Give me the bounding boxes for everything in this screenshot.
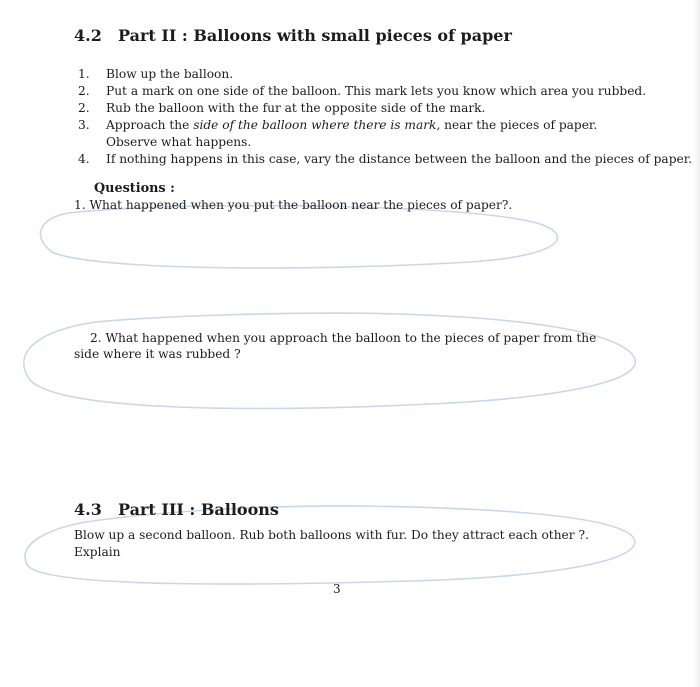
- answer-oval-1: [40, 206, 557, 268]
- item-number: 1.: [78, 67, 90, 81]
- section-title: Part III : Balloons: [118, 500, 279, 519]
- question-2-line-1: 2. What happened when you approach the balloon to the pieces of paper from the: [90, 331, 597, 345]
- question-2-line-2: side where it was rubbed ?: [74, 347, 241, 361]
- item-text: Put a mark on one side of the balloon. This mark lets you know which area you rubbed.: [106, 84, 647, 98]
- section-title: Part II : Balloons with small pieces of paper: [118, 26, 512, 45]
- item-number: 2.: [78, 84, 90, 98]
- page-number: 3: [333, 582, 341, 596]
- list-item: [78, 83, 678, 100]
- list-item: [78, 100, 678, 117]
- list-item: [78, 66, 678, 83]
- section-number: 4.2: [74, 26, 102, 45]
- page-edge-shadow: [694, 0, 700, 687]
- item-text-tail: near the pieces of paper.: [440, 118, 598, 132]
- list-item: [78, 151, 693, 168]
- section-number: 4.3: [74, 500, 102, 519]
- part3-instruction-line-1: Blow up a second balloon. Rub both balloons with fur. Do they attract each other ?.: [74, 528, 589, 542]
- questions-heading: Questions :: [94, 181, 175, 196]
- item-emphasis: side of the balloon where there is mark,: [193, 118, 441, 132]
- list-item: [78, 117, 678, 151]
- item-text: Approach the: [106, 118, 194, 132]
- item-number: 4.: [78, 152, 90, 166]
- item-number: 2.: [78, 101, 90, 115]
- item-text: If nothing happens in this case, vary the distance between the balloon and the pieces of paper.: [106, 152, 693, 166]
- part3-instruction-line-2: Explain: [74, 545, 121, 559]
- item-number: 3.: [78, 118, 90, 132]
- section-heading-4-3: [74, 500, 279, 519]
- question-1: 1. What happened when you put the balloon near the pieces of paper?.: [74, 198, 513, 212]
- item-continuation: Observe what happens.: [106, 135, 252, 149]
- procedure-list: [78, 66, 693, 168]
- section-heading-4-2: [74, 26, 512, 45]
- item-text: Rub the balloon with the fur at the opposite side of the mark.: [106, 101, 486, 115]
- item-text: Blow up the balloon.: [106, 67, 234, 81]
